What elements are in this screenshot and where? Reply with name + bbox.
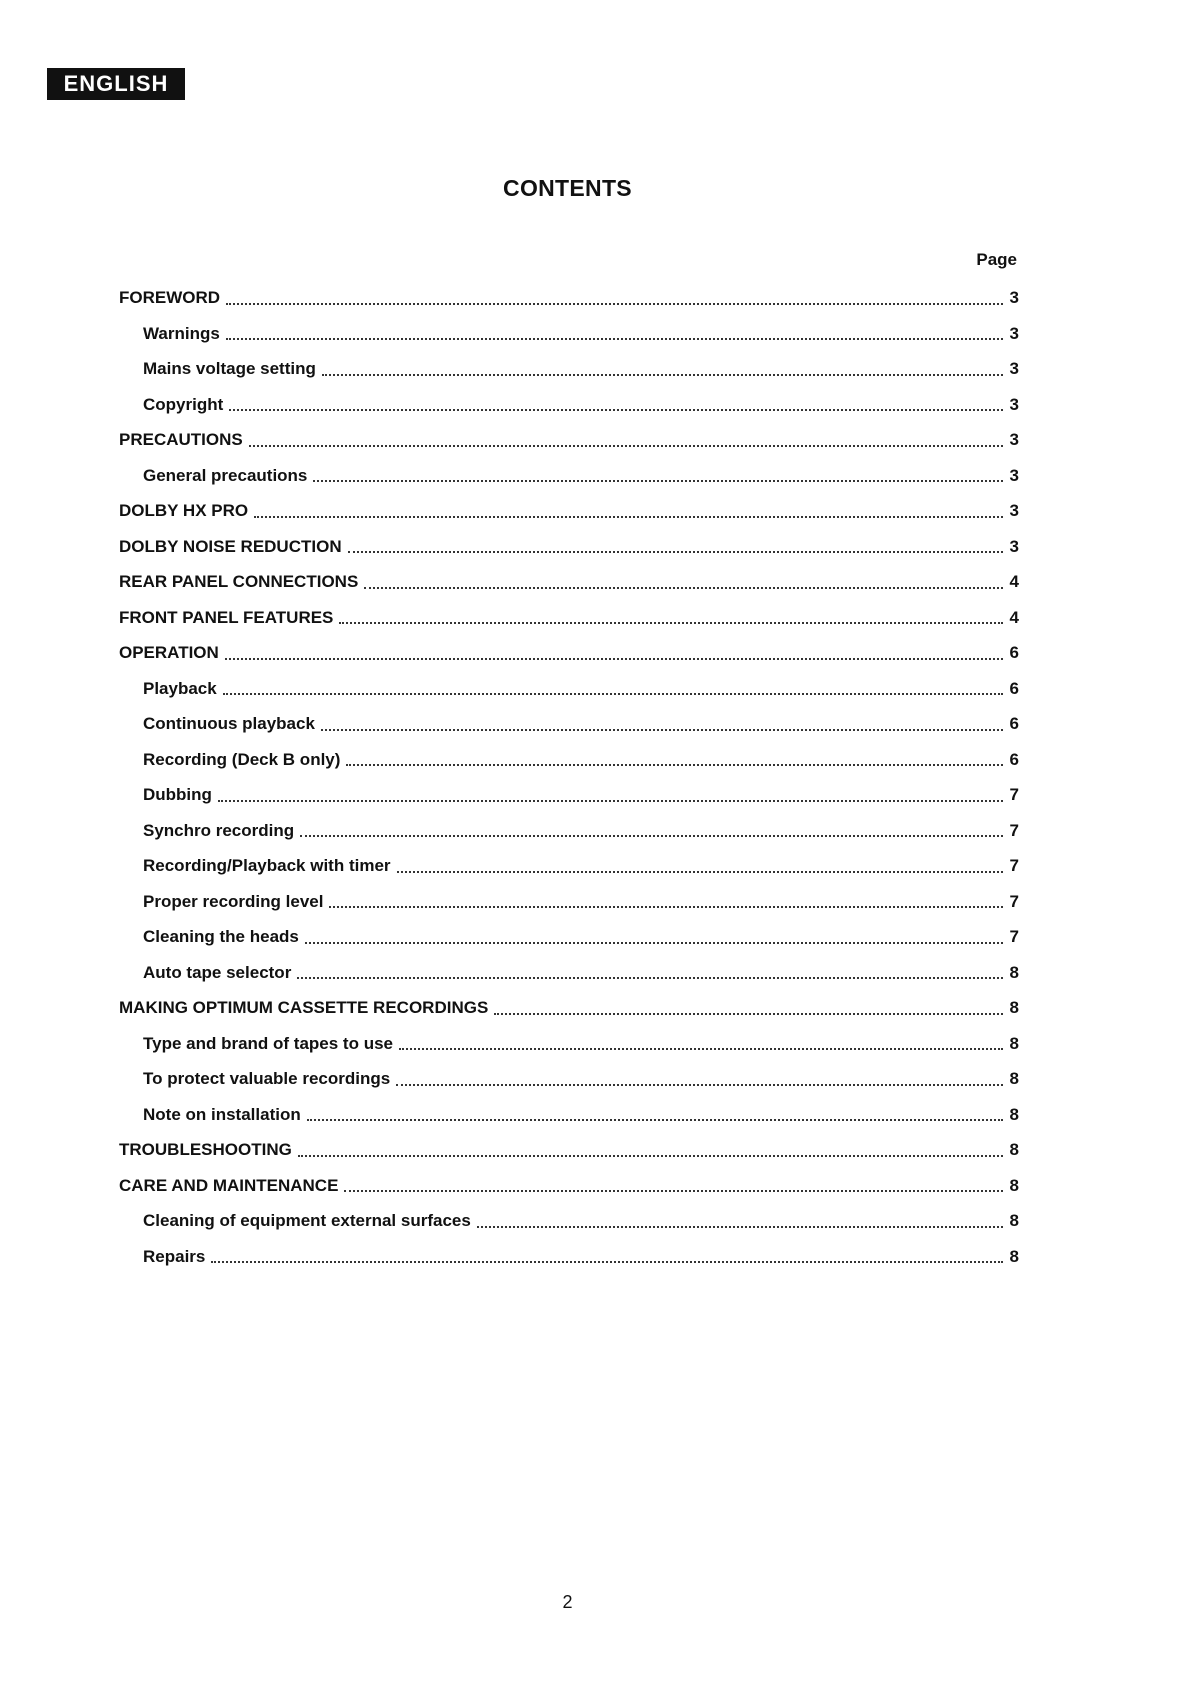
toc-dot-leader <box>313 480 1003 482</box>
toc-entry-page: 3 <box>1009 359 1019 378</box>
toc-entry-page: 6 <box>1009 749 1019 769</box>
toc-entry <box>119 1203 1019 1239</box>
toc-entry-page: 3 <box>1009 288 1019 307</box>
toc-entry <box>119 635 1019 671</box>
toc-entry-label: Synchro recording <box>143 820 295 840</box>
toc-entry-label: Recording (Deck B only) <box>143 749 341 769</box>
toc-entry-label: Cleaning of equipment external surfaces <box>143 1211 471 1230</box>
toc-dot-leader <box>229 409 1003 411</box>
toc-entry <box>119 316 1019 352</box>
toc-dot-leader <box>397 871 1003 873</box>
toc-entry <box>119 671 1019 707</box>
toc-entry-label: Warnings <box>143 323 220 343</box>
toc-entry-page: 8 <box>1009 1211 1019 1230</box>
toc-dot-leader <box>322 374 1003 376</box>
toc-entry-page: 8 <box>1009 1140 1019 1159</box>
toc-entry-page: 3 <box>1009 501 1019 520</box>
toc-entry-page: 7 <box>1009 820 1019 840</box>
toc-entry-label: Continuous playback <box>143 714 315 733</box>
toc-dot-leader <box>399 1048 1003 1050</box>
toc-dot-leader <box>348 551 1003 553</box>
toc-entry-label: OPERATION <box>119 643 219 662</box>
page-title: CONTENTS <box>503 175 632 201</box>
toc-entry-label: FRONT PANEL FEATURES <box>119 607 334 627</box>
toc-dot-leader <box>329 906 1003 908</box>
toc-entry-page: 8 <box>1009 962 1019 982</box>
toc-dot-leader <box>226 338 1003 340</box>
toc-entry-label: Type and brand of tapes to use <box>143 1033 393 1053</box>
toc-dot-leader <box>298 1155 1003 1157</box>
toc-entry-label: TROUBLESHOOTING <box>119 1140 292 1159</box>
toc-entry <box>119 706 1019 742</box>
toc-dot-leader <box>218 800 1003 802</box>
toc-entry-label: General precautions <box>143 465 308 485</box>
toc-entry-page: 3 <box>1009 536 1019 556</box>
toc-entry-label: DOLBY NOISE REDUCTION <box>119 536 342 556</box>
page-number: 2 <box>562 1592 573 1612</box>
toc-entry-page: 8 <box>1009 1104 1019 1124</box>
toc-entry <box>119 1097 1019 1133</box>
toc-entry <box>119 529 1019 565</box>
toc-entry <box>119 1239 1019 1275</box>
toc-entry <box>119 422 1019 458</box>
toc-entry <box>119 564 1019 600</box>
toc-dot-leader <box>211 1261 1003 1263</box>
toc-dot-leader <box>477 1226 1003 1228</box>
toc-entry <box>119 777 1019 813</box>
toc-entry-label: To protect valuable recordings <box>143 1069 391 1088</box>
toc-entry <box>119 955 1019 991</box>
toc-entry-page: 7 <box>1009 856 1019 875</box>
toc-dot-leader <box>297 977 1003 979</box>
toc-entry <box>119 1026 1019 1062</box>
toc-entry-page: 8 <box>1009 1246 1019 1266</box>
toc-dot-leader <box>307 1119 1003 1121</box>
toc-entry <box>119 919 1019 955</box>
toc-entry-page: 3 <box>1009 465 1019 485</box>
toc-dot-leader <box>226 303 1003 305</box>
toc-entry-label: Note on installation <box>143 1104 301 1124</box>
toc-entry-label: Cleaning the heads <box>143 927 299 946</box>
toc-entry <box>119 493 1019 529</box>
toc-entry-page: 3 <box>1009 430 1019 449</box>
toc-entry-page: 7 <box>1009 927 1019 946</box>
toc-entry-label: CARE AND MAINTENANCE <box>119 1175 339 1195</box>
toc-entry-page: 6 <box>1009 714 1019 733</box>
toc-entry-page: 3 <box>1009 394 1019 414</box>
toc-entry-page: 4 <box>1009 607 1019 627</box>
toc-entry-label: Dubbing <box>143 785 212 804</box>
toc-entry-label: DOLBY HX PRO <box>119 501 249 520</box>
toc-dot-leader <box>396 1084 1003 1086</box>
toc-entry <box>119 1132 1019 1168</box>
toc-entry-page: 6 <box>1009 643 1019 662</box>
toc-entry <box>119 1168 1019 1204</box>
toc-dot-leader <box>300 835 1003 837</box>
toc-entry-page: 8 <box>1009 1175 1019 1195</box>
toc-dot-leader <box>344 1190 1003 1192</box>
toc-entry-label: Auto tape selector <box>143 962 292 982</box>
language-tab: ENGLISH <box>47 68 185 100</box>
toc-entry-page: 3 <box>1009 323 1019 343</box>
toc-dot-leader <box>364 587 1003 589</box>
toc-entry <box>119 848 1019 884</box>
toc-entry-label: Proper recording level <box>143 891 324 911</box>
toc-dot-leader <box>225 658 1003 660</box>
toc-dot-leader <box>321 729 1003 731</box>
toc-entry-label: REAR PANEL CONNECTIONS <box>119 572 359 591</box>
toc-entry-label: MAKING OPTIMUM CASSETTE RECORDINGS <box>119 998 489 1017</box>
toc-dot-leader <box>494 1013 1003 1015</box>
toc-entry-page: 4 <box>1009 572 1019 591</box>
toc-entry-label: Playback <box>143 678 217 698</box>
toc-entry <box>119 458 1019 494</box>
toc-dot-leader <box>223 693 1003 695</box>
toc-entry-label: PRECAUTIONS <box>119 430 243 449</box>
toc-dot-leader <box>346 764 1003 766</box>
toc-entry-page: 7 <box>1009 785 1019 804</box>
toc-entry-label: Repairs <box>143 1246 206 1266</box>
toc-entry-label: Mains voltage setting <box>143 359 316 378</box>
toc-entry-label: Copyright <box>143 394 224 414</box>
toc-entry-page: 6 <box>1009 678 1019 698</box>
toc-entry-page: 7 <box>1009 891 1019 911</box>
toc-entry-page: 8 <box>1009 1033 1019 1053</box>
toc-dot-leader <box>249 445 1003 447</box>
toc-entry <box>119 351 1019 387</box>
toc-entry-page: 8 <box>1009 998 1019 1017</box>
toc-entry-label: FOREWORD <box>119 288 221 307</box>
toc-entry <box>119 1061 1019 1097</box>
toc-dot-leader <box>339 622 1003 624</box>
toc-entry-page: 8 <box>1009 1069 1019 1088</box>
toc-dot-leader <box>305 942 1003 944</box>
toc-entry-label: Recording/Playback with timer <box>143 856 391 875</box>
table-of-contents <box>119 280 1019 1274</box>
toc-entry <box>119 600 1019 636</box>
page-column-header: Page <box>976 250 1017 269</box>
toc-entry <box>119 387 1019 423</box>
toc-entry <box>119 742 1019 778</box>
toc-entry <box>119 990 1019 1026</box>
toc-entry <box>119 813 1019 849</box>
toc-entry <box>119 280 1019 316</box>
toc-entry <box>119 884 1019 920</box>
toc-dot-leader <box>254 516 1003 518</box>
